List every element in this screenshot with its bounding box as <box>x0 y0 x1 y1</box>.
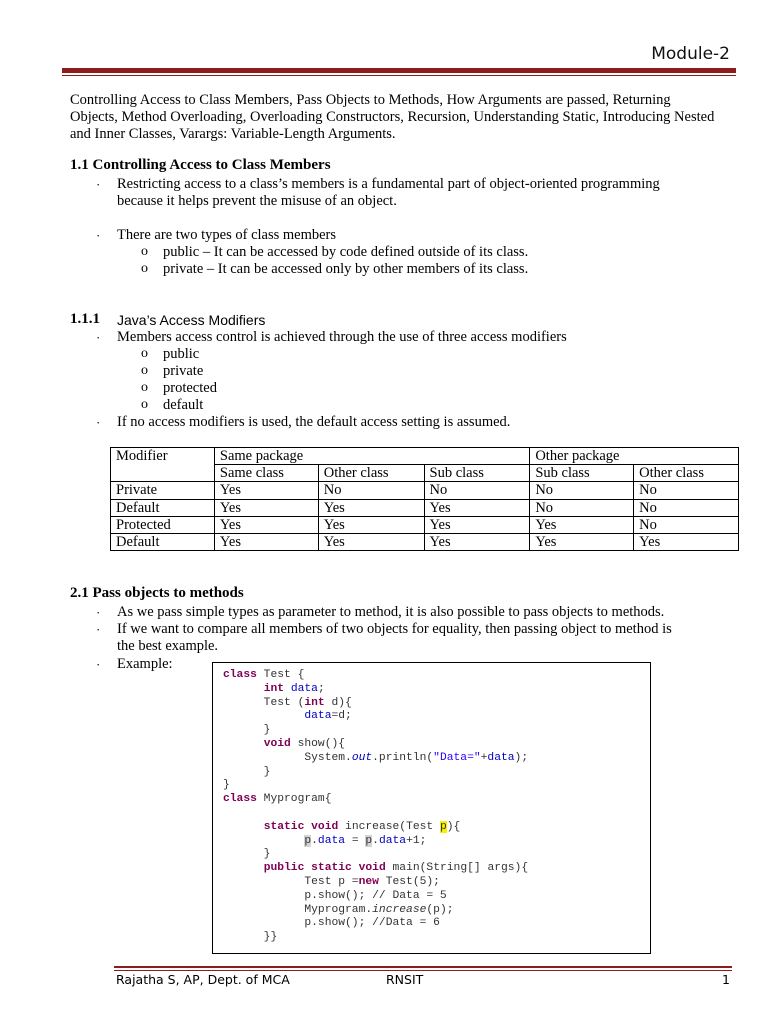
table-cell: Yes <box>530 533 634 550</box>
table-cell: Private <box>111 482 215 499</box>
access-modifier-table <box>110 447 739 551</box>
table-header-cell: Modifier <box>111 448 215 482</box>
table-cell: No <box>634 499 739 516</box>
modifier-item: public <box>163 346 200 362</box>
table-cell: No <box>530 482 634 499</box>
table-cell: No <box>424 482 530 499</box>
table-header-cell: Other class <box>634 465 739 482</box>
bullet-text: the best example. <box>117 638 219 654</box>
table-header-cell: Other class <box>318 465 424 482</box>
table-cell: No <box>634 482 739 499</box>
table-cell: Yes <box>214 499 318 516</box>
footer-rule <box>114 966 732 968</box>
bullet-text: Members access control is achieved through the use of three access modifiers <box>117 329 567 345</box>
bullet: · <box>96 605 101 620</box>
bullet: · <box>96 622 101 637</box>
table-cell: Yes <box>318 499 424 516</box>
table-cell: Yes <box>424 516 530 533</box>
bullet-text: There are two types of class members <box>117 227 337 243</box>
table-header-cell: Same class <box>214 465 318 482</box>
table-row <box>111 516 739 533</box>
section-heading-2-1: 2.1 Pass objects to methods <box>70 585 244 601</box>
table-cell: Protected <box>111 516 215 533</box>
table-cell: Default <box>111 533 215 550</box>
table-row <box>111 499 739 516</box>
table-cell: Yes <box>424 533 530 550</box>
table-cell: Yes <box>530 516 634 533</box>
sub-bullet: o <box>141 244 148 259</box>
bullet: · <box>96 228 101 243</box>
table-header-row <box>111 448 739 465</box>
bullet-text: because it helps prevent the misuse of an object. <box>117 193 397 209</box>
table-header-cell: Sub class <box>424 465 530 482</box>
table-cell: Default <box>111 499 215 516</box>
bullet: · <box>96 415 101 430</box>
bullet-text: Example: <box>117 656 173 672</box>
modifier-item: private <box>163 363 204 379</box>
modifier-item: default <box>163 397 204 413</box>
sub-bullet: o <box>141 363 148 378</box>
table-cell: Yes <box>214 482 318 499</box>
table-cell: No <box>318 482 424 499</box>
table-cell: Yes <box>634 533 739 550</box>
code-listing: class Test { int data; Test (int d){ data=d; } void show(){ System.out.println("Data="+data); } } class Myprogram{ static void increase(Test p){ p.data = p.data+1; } public static void main(String[] args){ Test p =new Test(5); p.show(); // Data = 5 Myprogram.increase(p); p.show(); //Data = 6 }} <box>223 669 529 944</box>
table-header-cell: Same package <box>214 448 529 465</box>
footer-institute: RNSIT <box>386 972 424 987</box>
sub-bullet: o <box>141 397 148 412</box>
table-row <box>111 482 739 499</box>
bullet-text: Restricting access to a class’s members is a fundamental part of object-oriented programming <box>117 176 660 192</box>
modifier-item: protected <box>163 380 217 396</box>
bullet-text: If we want to compare all members of two objects for equality, then passing object to method is <box>117 621 672 637</box>
table-row <box>111 533 739 550</box>
table-cell: Yes <box>318 516 424 533</box>
sub-bullet: o <box>141 380 148 395</box>
table-cell: No <box>530 499 634 516</box>
sub-bullet-text: private – It can be accessed only by other members of its class. <box>163 261 529 277</box>
sub-bullet: o <box>141 261 148 276</box>
bullet: · <box>96 177 101 192</box>
section-title-java-access-modifiers: Java’s Access Modifiers <box>117 312 266 328</box>
intro-paragraph: Controlling Access to Class Members, Pass Objects to Methods, How Arguments are passed, Returning Objects, Method Overloading, Overloading Constructors, Recursion, Understanding Static, Introducing Nested and Inner Classes, Varargs: Variable-Length Arguments. <box>70 92 715 142</box>
table-cell: Yes <box>214 533 318 550</box>
footer-author: Rajatha S, AP, Dept. of MCA <box>116 972 290 987</box>
module-title: Module-2 <box>651 44 730 64</box>
table-cell: Yes <box>214 516 318 533</box>
bullet: · <box>96 657 101 672</box>
table-cell: Yes <box>318 533 424 550</box>
section-number-1-1-1: 1.1.1 <box>70 311 100 327</box>
bullet-text: As we pass simple types as parameter to method, it is also possible to pass objects to methods. <box>117 604 665 620</box>
table-cell: No <box>634 516 739 533</box>
code-example-box <box>212 662 651 954</box>
section-heading-1-1: 1.1 Controlling Access to Class Members <box>70 157 331 173</box>
footer-rule-thin <box>114 970 732 971</box>
table-header-cell: Other package <box>530 448 739 465</box>
sub-bullet: o <box>141 346 148 361</box>
sub-bullet-text: public – It can be accessed by code defined outside of its class. <box>163 244 529 260</box>
table-header-cell: Sub class <box>530 465 634 482</box>
page-number: 1 <box>722 972 730 987</box>
header-rule-thin <box>62 75 736 76</box>
bullet: · <box>96 330 101 345</box>
header-rule <box>62 68 736 73</box>
table-cell: Yes <box>424 499 530 516</box>
bullet-text: If no access modifiers is used, the default access setting is assumed. <box>117 414 511 430</box>
